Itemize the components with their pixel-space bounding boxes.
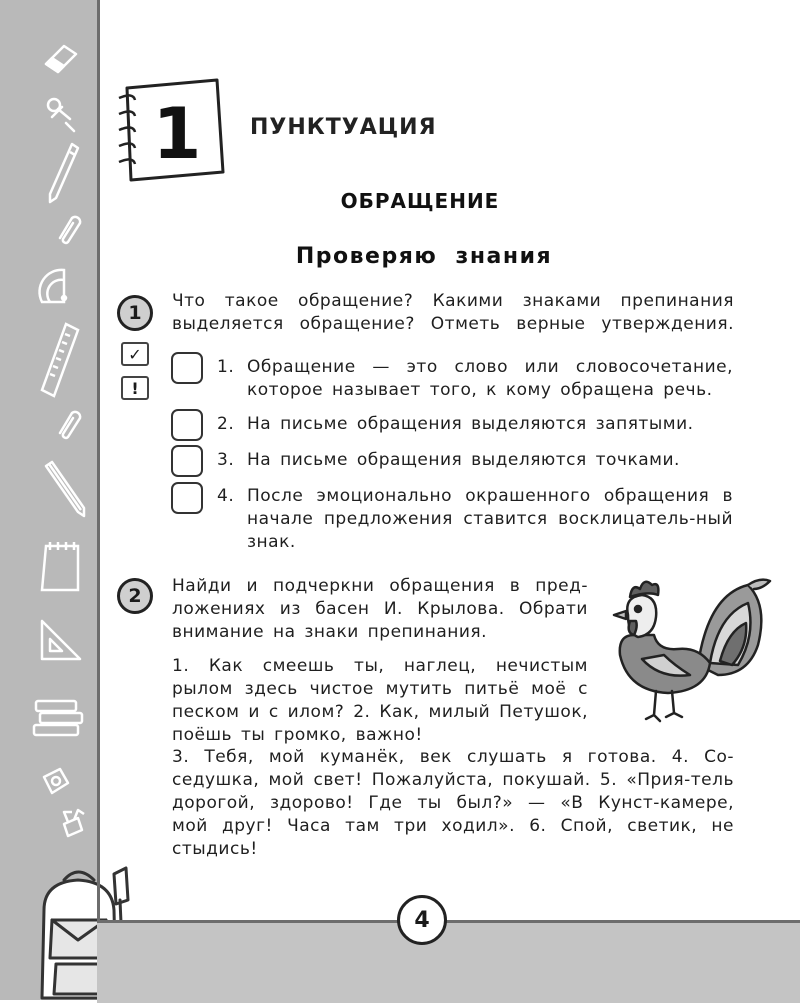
statement-number: 2.	[217, 414, 235, 434]
notepad-icon	[36, 540, 86, 596]
checkbox-statement-1[interactable]	[171, 352, 203, 384]
section-subtitle: Проверяю знания	[295, 244, 553, 269]
topic-title: ОБРАЩЕНИЕ	[340, 189, 500, 213]
statement-3	[217, 449, 734, 472]
statement-1	[217, 356, 734, 402]
checkbox-statement-4[interactable]	[171, 482, 203, 514]
pushpin-icon	[40, 95, 80, 135]
check-icon	[121, 342, 149, 366]
task-number-1: 1	[117, 295, 153, 331]
decorative-sidebar	[0, 0, 97, 1000]
eraser-icon	[42, 40, 82, 76]
fable-excerpt-part-2: 3. Тебя, мой куманёк, век слушать я готова. 4. Со-седушка, мой свет! Пожалуйста, покушай. 5. «Прия-тель дорогой, здорово! Где ты был?» — «В Кунст-камере, мой друг! Часа там три ходил». 6. Спой, светик, не стыдись!	[172, 747, 734, 859]
task2-instruction: Найди и подчеркни обращения в пред-ложениях из басен И. Крылова. Обрати внимание на знаки препинания.	[172, 576, 588, 642]
sidebar-border	[97, 0, 100, 1000]
ruler-icon	[36, 320, 86, 400]
sharpener-icon	[38, 765, 74, 797]
pencil-icon	[40, 460, 90, 520]
task1-question: Что такое обращение? Какими знаками препинания выделяется обращение? Отметь верные утверждения.	[172, 291, 734, 334]
exclamation-glyph: !	[131, 378, 139, 398]
checkbox-statement-3[interactable]	[171, 445, 203, 477]
exclamation-icon	[121, 376, 149, 400]
statement-text: После эмоционально окрашенного обращения в начале предложения ставится восклицатель-ный знак.	[247, 486, 733, 552]
bottom-band	[97, 920, 800, 1003]
fable-excerpt-part-1: 1. Как смеешь ты, наглец, нечистым рылом здесь чистое мутить питьё моё с песком и с илом? 2. Как, милый Петушок, поёшь ты громко, важно!	[172, 656, 588, 745]
chapter-title: ПУНКТУАЦИЯ	[250, 115, 437, 140]
task-number-2: 2	[117, 578, 153, 614]
pen-icon	[42, 140, 82, 210]
paperclip-icon	[52, 210, 82, 246]
check-glyph: ✓	[128, 344, 142, 364]
statement-2	[217, 413, 734, 436]
statement-number: 1.	[217, 357, 235, 377]
statement-text: На письме обращения выделяются запятыми.	[247, 414, 694, 434]
statement-text: На письме обращения выделяются точками.	[247, 450, 680, 470]
binder-clip-icon	[58, 808, 88, 842]
rooster-illustration	[598, 575, 773, 725]
statement-4	[217, 485, 734, 554]
paperclip-icon	[52, 405, 82, 441]
page-number: 4	[397, 895, 447, 945]
protractor-icon	[36, 262, 86, 310]
set-square-icon	[36, 615, 86, 665]
statement-number: 4.	[217, 486, 235, 506]
chapter-number: 1	[152, 93, 202, 175]
statement-text: Обращение — это слово или словосочетание, которое называет того, к кому обращена речь.	[247, 357, 733, 400]
statement-number: 3.	[217, 450, 235, 470]
chapter-badge	[113, 76, 227, 192]
books-icon	[30, 695, 90, 741]
checkbox-statement-2[interactable]	[171, 409, 203, 441]
